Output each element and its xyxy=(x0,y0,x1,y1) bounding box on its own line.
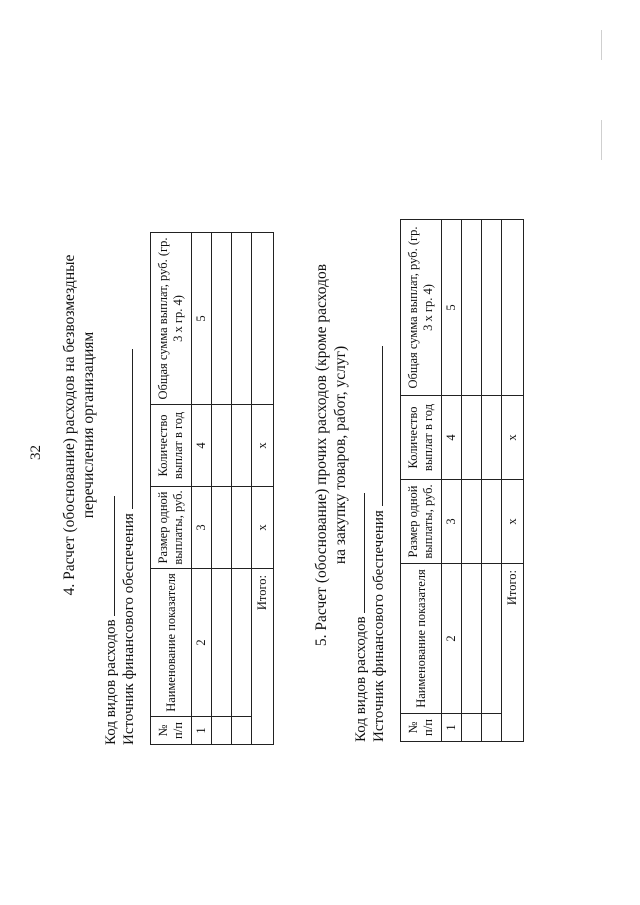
total-qty: х xyxy=(502,396,524,480)
section-4-table xyxy=(150,232,274,745)
col-number: 1 xyxy=(442,714,462,742)
section-4-code-blank[interactable] xyxy=(100,496,115,616)
header-size: Размер одной выплаты, руб. xyxy=(151,487,192,569)
header-num: № п/п xyxy=(151,717,192,745)
table-header-row xyxy=(401,220,442,742)
col-number: 5 xyxy=(442,220,462,396)
section-4-title xyxy=(60,95,98,755)
section-4-title-line2: перечисления организациям xyxy=(80,331,97,519)
table-cell[interactable] xyxy=(482,714,502,742)
section-5-title-line2: на закупку товаров, работ, услуг) xyxy=(332,345,349,565)
total-blank-cell xyxy=(502,714,524,742)
table-cell[interactable] xyxy=(232,487,252,569)
header-name: Наименование показателя xyxy=(401,564,442,714)
total-qty: х xyxy=(252,405,274,487)
header-qty: Количество выплат в год xyxy=(401,396,442,480)
section-4-code-label: Код видов расходов xyxy=(103,619,119,745)
total-row xyxy=(502,220,524,742)
table-cell[interactable] xyxy=(482,480,502,564)
section-5-code-field xyxy=(350,493,370,742)
table-row xyxy=(482,220,502,742)
column-number-row xyxy=(192,233,212,745)
header-sum: Общая сумма выплат, руб. (гр. 3 х гр. 4) xyxy=(151,233,192,405)
table-cell[interactable] xyxy=(462,714,482,742)
total-blank-cell xyxy=(252,717,274,745)
section-5-source-field xyxy=(368,346,388,742)
table-cell[interactable] xyxy=(232,569,252,717)
table-cell[interactable] xyxy=(212,487,232,569)
total-sum[interactable] xyxy=(252,233,274,405)
header-qty: Количество выплат в год xyxy=(151,405,192,487)
table-cell[interactable] xyxy=(462,564,482,714)
table-cell[interactable] xyxy=(462,480,482,564)
header-sum: Общая сумма выплат, руб. (гр. 3 х гр. 4) xyxy=(401,220,442,396)
table-row xyxy=(212,233,232,745)
total-label: Итого: xyxy=(502,564,524,714)
col-number: 3 xyxy=(192,487,212,569)
page-number: 32 xyxy=(28,445,44,460)
column-number-row xyxy=(442,220,462,742)
section-5-title xyxy=(312,155,350,755)
total-row xyxy=(252,233,274,745)
table-cell[interactable] xyxy=(482,396,502,480)
table-cell[interactable] xyxy=(482,564,502,714)
col-number: 1 xyxy=(192,717,212,745)
table-cell[interactable] xyxy=(212,569,232,717)
table-cell[interactable] xyxy=(482,220,502,396)
total-label: Итого: xyxy=(252,569,274,717)
table-header-row xyxy=(151,233,192,745)
col-number: 2 xyxy=(442,564,462,714)
col-number: 2 xyxy=(192,569,212,717)
table-cell[interactable] xyxy=(462,220,482,396)
section-5-source-label: Источник финансового обеспечения xyxy=(371,510,387,742)
section-5-code-blank[interactable] xyxy=(350,493,365,613)
section-5-table xyxy=(400,219,524,742)
table-cell[interactable] xyxy=(212,405,232,487)
section-5-code-label: Код видов расходов xyxy=(353,616,369,742)
header-name: Наименование показателя xyxy=(151,569,192,717)
table-cell[interactable] xyxy=(212,717,232,745)
table-row xyxy=(232,233,252,745)
section-4-source-label: Источник финансового обеспечения xyxy=(121,513,137,745)
col-number: 5 xyxy=(192,233,212,405)
section-4-code-field xyxy=(100,496,120,745)
total-size: х xyxy=(252,487,274,569)
table-cell[interactable] xyxy=(212,233,232,405)
total-size: х xyxy=(502,480,524,564)
table-row xyxy=(462,220,482,742)
section-5-source-blank[interactable] xyxy=(368,346,383,506)
section-4-source-field xyxy=(118,349,138,745)
table-cell[interactable] xyxy=(232,405,252,487)
section-4-title-line1: 4. Расчет (обоснование) расходов на безвозмездные xyxy=(61,254,78,596)
col-number: 4 xyxy=(442,396,462,480)
total-sum[interactable] xyxy=(502,220,524,396)
header-size: Размер одной выплаты, руб. xyxy=(401,480,442,564)
table-cell[interactable] xyxy=(462,396,482,480)
col-number: 3 xyxy=(442,480,462,564)
col-number: 4 xyxy=(192,405,212,487)
section-5-title-line1: 5. Расчет (обоснование) прочих расходов (кроме расходов xyxy=(313,263,330,647)
header-num: № п/п xyxy=(401,714,442,742)
table-cell[interactable] xyxy=(232,717,252,745)
table-cell[interactable] xyxy=(232,233,252,405)
section-4-source-blank[interactable] xyxy=(118,349,133,509)
